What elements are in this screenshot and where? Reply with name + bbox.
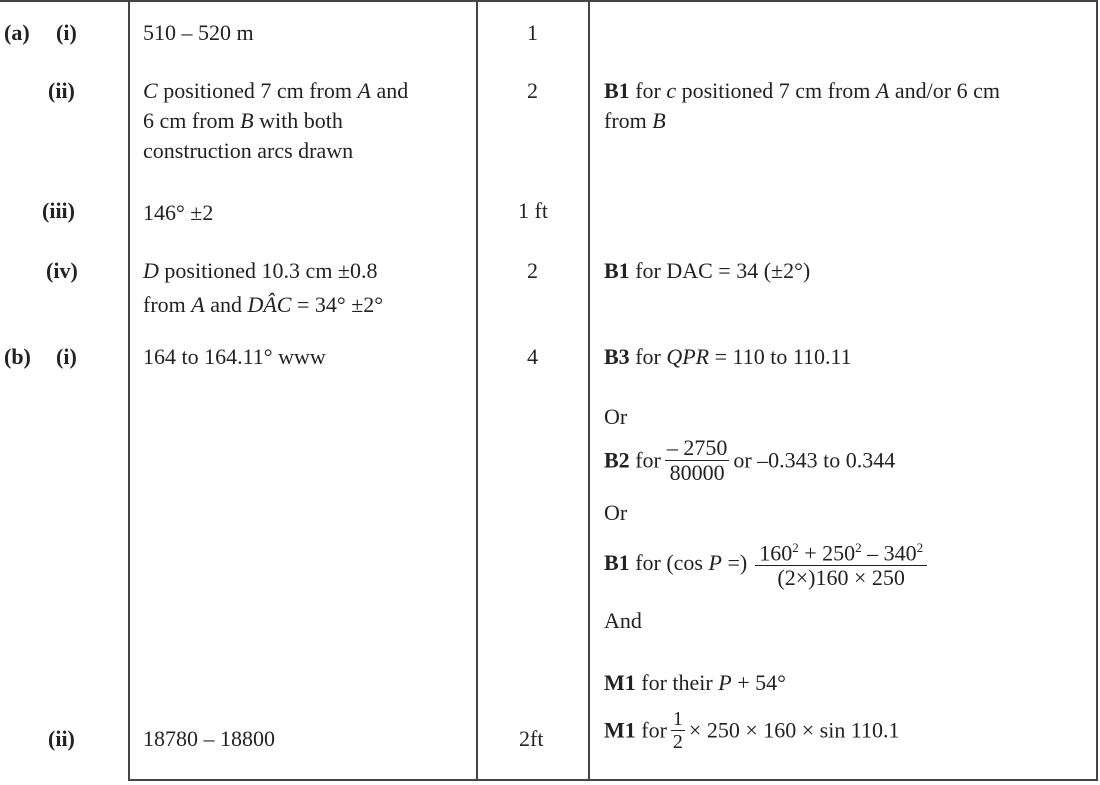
answer-a-ii-line-1: C positioned 7 cm from A and bbox=[143, 78, 409, 103]
angle-dac: DÂC bbox=[247, 292, 292, 317]
subpart-label-b-i: (i) bbox=[56, 344, 77, 369]
answer-a-iv-line-1: D positioned 10.3 cm ±0.8 bbox=[143, 258, 378, 283]
answer-a-ii-line-3: construction arcs drawn bbox=[143, 138, 354, 163]
notes-b-i-m1: M1 for their P + 54° bbox=[604, 670, 786, 695]
marks-a-iv: 2 bbox=[527, 258, 538, 283]
marks-a-iii: 1 ft bbox=[518, 198, 548, 223]
table-top-border bbox=[0, 0, 1098, 2]
marks-a-i: 1 bbox=[527, 20, 538, 45]
answer-a-i: 510 – 520 m bbox=[143, 20, 254, 45]
notes-a-iv: B1 for DAC = 34 (±2°) bbox=[604, 258, 811, 283]
subpart-label-b-ii: (ii) bbox=[48, 726, 75, 751]
notes-b-i-b1: B1 for (cos P =) $\frac{160^2 + 250^2 - 340^2}{(2\times)160 \times 250}$ bbox=[604, 536, 931, 590]
notes-b-i-b3: B3 for QPR = 110 to 110.11 bbox=[604, 344, 852, 369]
marks-b-i: 4 bbox=[527, 344, 538, 369]
subpart-label-a-iv: (iv) bbox=[46, 258, 78, 283]
notes-a-ii-line-1: B1 for c positioned 7 cm from A and/or 6 cm bbox=[604, 78, 1000, 103]
marks-a-ii: 2 bbox=[527, 78, 538, 103]
answer-a-iii: 146° ±2 bbox=[143, 200, 214, 225]
answer-b-i: 164 to 164.11° www bbox=[143, 344, 326, 369]
column-divider-2 bbox=[476, 0, 478, 781]
part-label-a: (a) bbox=[4, 20, 30, 45]
notes-b-i-and: And bbox=[604, 608, 642, 633]
column-divider-1 bbox=[128, 0, 130, 781]
marks-b-ii: 2ft bbox=[519, 726, 544, 751]
notes-a-ii-line-2: from B bbox=[604, 108, 666, 133]
subpart-label-a-ii: (ii) bbox=[48, 78, 75, 103]
answer-a-ii-line-2: 6 cm from B with both bbox=[143, 108, 343, 133]
subpart-label-a-i: (i) bbox=[56, 20, 77, 45]
notes-b-ii: M1 for $\frac{1}{2}$ × 250 × 160 × sin 110.1 bbox=[604, 708, 900, 753]
subpart-label-a-iii: (iii) bbox=[42, 198, 75, 223]
notes-b-i-or-2: Or bbox=[604, 500, 628, 525]
part-label-b: (b) bbox=[4, 344, 31, 369]
column-divider-3 bbox=[588, 0, 590, 781]
column-divider-right bbox=[1096, 0, 1098, 781]
answer-b-ii: 18780 – 18800 bbox=[143, 726, 275, 751]
table-bottom-border bbox=[128, 779, 1098, 781]
answer-a-iv-line-2: from A and DÂC = 34° ±2° bbox=[143, 292, 384, 317]
notes-b-i-b2: B2 for $\frac{- 2750}{80000}$ or –0.343 to 0.344 bbox=[604, 435, 896, 485]
notes-b-i-or-1: Or bbox=[604, 404, 628, 429]
